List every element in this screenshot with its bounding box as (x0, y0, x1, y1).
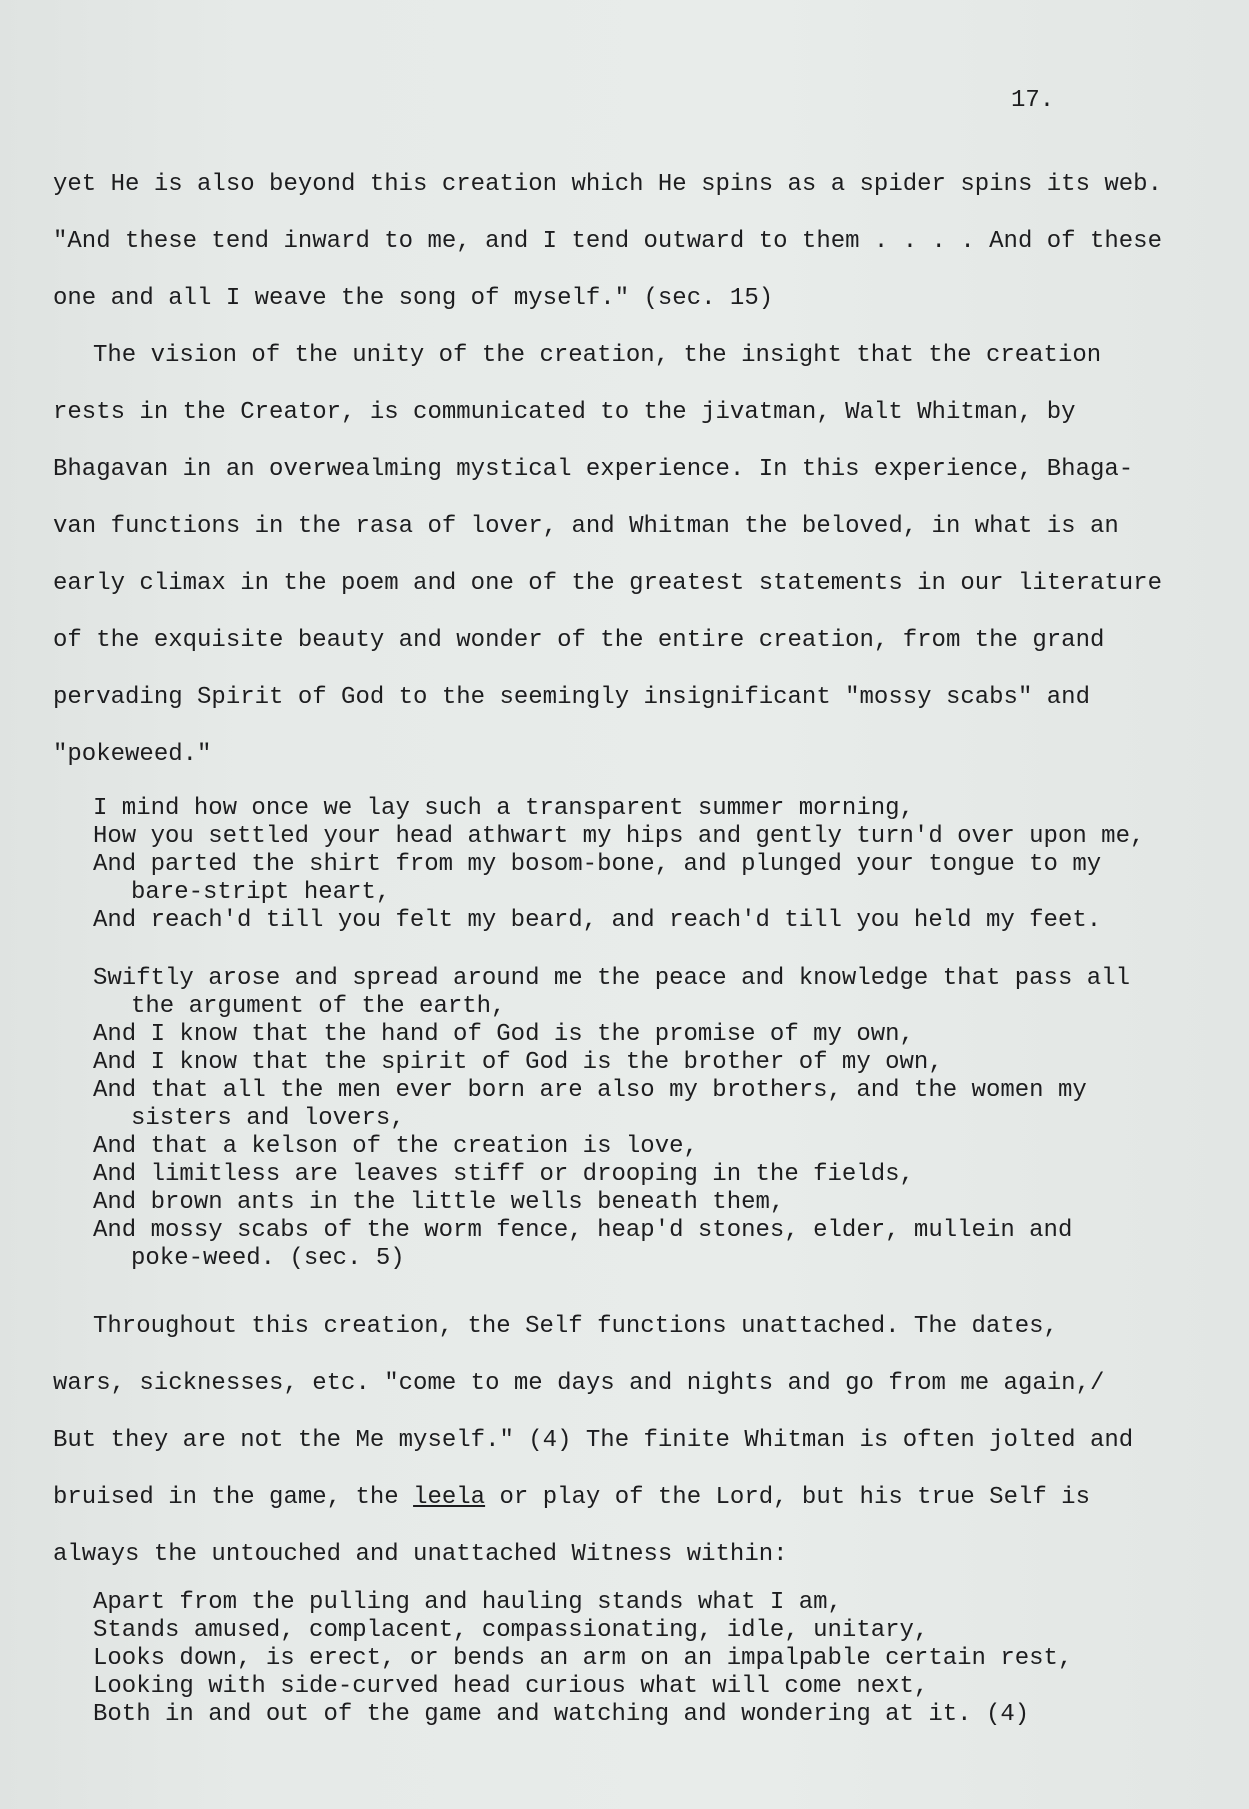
paragraph-3 (53, 1298, 1133, 1583)
verse-line: I mind how once we lay such a transparent summer morning, (93, 795, 914, 822)
text-line: Throughout this creation, the Self functions unattached. The dates, (93, 1313, 1058, 1340)
verse-line: How you settled your head athwart my hips and gently turn'd over upon me, (93, 823, 1145, 850)
text-line: The vision of the unity of the creation, the insight that the creation (93, 342, 1102, 369)
verse-line: And mossy scabs of the worm fence, heap'd stones, elder, mullein and (93, 1217, 1073, 1244)
verse-line: sisters and lovers, (131, 1105, 405, 1132)
text-segment: or play of the Lord, but his true Self is (485, 1484, 1090, 1511)
text-segment: bruised in the game, the (53, 1484, 414, 1511)
text-line: Bhagavan in an overwealming mystical experience. In this experience, Bhaga- (53, 456, 1134, 483)
text-line: of the exquisite beauty and wonder of the entire creation, from the grand (53, 627, 1105, 654)
block-quote-2 (53, 1589, 1173, 1729)
verse-line: Apart from the pulling and hauling stands what I am, (93, 1589, 842, 1616)
text-line (53, 1469, 1133, 1526)
text-line: van functions in the rasa of lover, and Whitman the beloved, in what is an (53, 513, 1119, 540)
text-line: one and all I weave the song of myself." (sec. 15) (53, 285, 774, 312)
verse-line: Swiftly arose and spread around me the peace and knowledge that pass all (93, 965, 1130, 992)
text-line: wars, sicknesses, etc. "come to me days and nights and go from me again,/ (53, 1370, 1105, 1397)
verse-line: bare-stript heart, (131, 879, 391, 906)
page-number: 17. (1011, 87, 1055, 114)
text-line: yet He is also beyond this creation which He spins as a spider spins its web. (53, 171, 1162, 198)
block-quote-1 (53, 795, 1173, 1273)
verse-line: Looks down, is erect, or bends an arm on an impalpable certain rest, (93, 1645, 1073, 1672)
verse-line: And that all the men ever born are also my brothers, and the women my (93, 1077, 1087, 1104)
verse-line: And reach'd till you felt my beard, and reach'd till you held my feet. (93, 907, 1102, 934)
text-line: early climax in the poem and one of the greatest statements in our literature (53, 570, 1162, 597)
text-line: "And these tend inward to me, and I tend outward to them . . . . And of these (53, 228, 1162, 255)
verse-line: And I know that the hand of God is the promise of my own, (93, 1021, 914, 1048)
verse-line: And brown ants in the little wells beneath them, (93, 1189, 785, 1216)
text-line: pervading Spirit of God to the seemingly insignificant "mossy scabs" and (53, 684, 1090, 711)
verse-line: Both in and out of the game and watching and wondering at it. (4) (93, 1701, 1030, 1728)
verse-line: Looking with side-curved head curious what will come next, (93, 1673, 929, 1700)
verse-line: And that a kelson of the creation is love, (93, 1133, 698, 1160)
verse-line: poke-weed. (sec. 5) (131, 1245, 405, 1272)
paragraph-1 (53, 156, 1162, 327)
verse-line: And limitless are leaves stiff or drooping in the fields, (93, 1161, 914, 1188)
stanza-break (93, 935, 1173, 965)
text-line: rests in the Creator, is communicated to the jivatman, Walt Whitman, by (53, 399, 1076, 426)
verse-line: And parted the shirt from my bosom-bone, and plunged your tongue to my (93, 851, 1102, 878)
verse-line: Stands amused, complacent, compassionating, idle, unitary, (93, 1617, 929, 1644)
verse-line: And I know that the spirit of God is the brother of my own, (93, 1049, 943, 1076)
paragraph-2 (53, 327, 1162, 783)
underlined-term: leela (413, 1484, 486, 1511)
verse-line: the argument of the earth, (131, 993, 506, 1020)
text-line: But they are not the Me myself." (4) The finite Whitman is often jolted and (53, 1427, 1134, 1454)
text-line: always the untouched and unattached Witness within: (53, 1541, 788, 1568)
text-line: "pokeweed." (53, 741, 212, 768)
